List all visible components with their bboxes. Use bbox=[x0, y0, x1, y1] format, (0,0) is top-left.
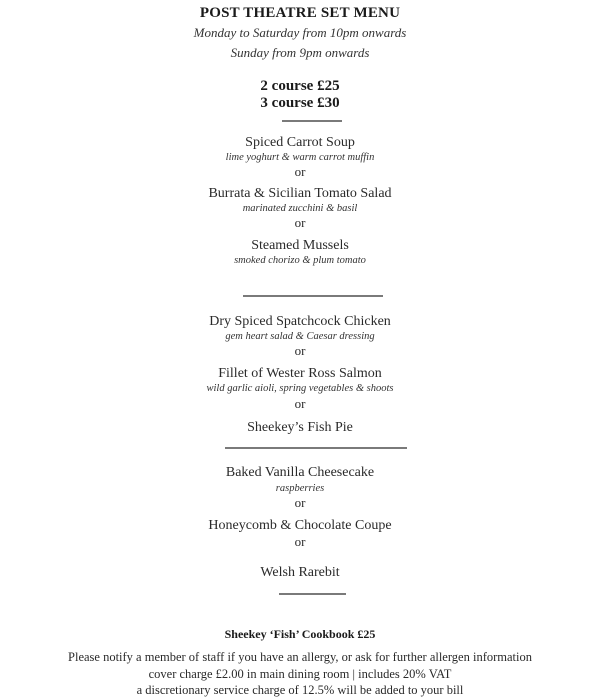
dessert-name: Honeycomb & Chocolate Coupe bbox=[208, 518, 392, 533]
or-separator: or bbox=[294, 495, 306, 510]
main-name: Fillet of Wester Ross Salmon bbox=[218, 366, 382, 381]
starter-name: Burrata & Sicilian Tomato Salad bbox=[208, 186, 392, 201]
divider-desserts bbox=[279, 593, 346, 595]
or-separator: or bbox=[294, 215, 306, 230]
main-description: wild garlic aioli, spring vegetables & shoots bbox=[206, 383, 394, 394]
or-separator: or bbox=[294, 343, 306, 358]
main-name: Dry Spiced Spatchcock Chicken bbox=[209, 314, 391, 329]
or-separator: or bbox=[294, 396, 306, 411]
hours-weekday: Monday to Saturday from 10pm onwards bbox=[193, 25, 407, 40]
price-two-course: 2 course £25 bbox=[260, 78, 340, 94]
main-name: Sheekey’s Fish Pie bbox=[247, 420, 353, 435]
divider-mains bbox=[225, 447, 407, 449]
starter-description: smoked chorizo & plum tomato bbox=[234, 255, 366, 266]
starter-name: Steamed Mussels bbox=[251, 238, 349, 253]
main-description: gem heart salad & Caesar dressing bbox=[225, 331, 375, 342]
menu-title: POST THEATRE SET MENU bbox=[199, 5, 401, 21]
or-separator: or bbox=[294, 534, 306, 549]
allergy-notice: Please notify a member of staff if you have an allergy, or ask for further allergen information bbox=[68, 650, 532, 664]
starter-name: Spiced Carrot Soup bbox=[245, 135, 355, 150]
dessert-name: Welsh Rarebit bbox=[260, 565, 340, 580]
starter-description: lime yoghurt & warm carrot muffin bbox=[225, 152, 375, 163]
hours-sunday: Sunday from 9pm onwards bbox=[230, 45, 370, 60]
cover-charge-notice: cover charge £2.00 in main dining room | includes 20% VAT bbox=[148, 667, 452, 681]
divider-pricing bbox=[282, 120, 342, 122]
price-three-course: 3 course £30 bbox=[260, 95, 340, 111]
cookbook-offer: Sheekey ‘Fish’ Cookbook £25 bbox=[224, 627, 376, 641]
dessert-name: Baked Vanilla Cheesecake bbox=[225, 465, 375, 480]
service-charge-notice: a discretionary service charge of 12.5% will be added to your bill bbox=[136, 683, 464, 697]
starter-description: marinated zucchini & basil bbox=[242, 203, 358, 214]
divider-starters bbox=[243, 295, 383, 297]
dessert-description: raspberries bbox=[275, 483, 325, 494]
or-separator: or bbox=[294, 164, 306, 179]
